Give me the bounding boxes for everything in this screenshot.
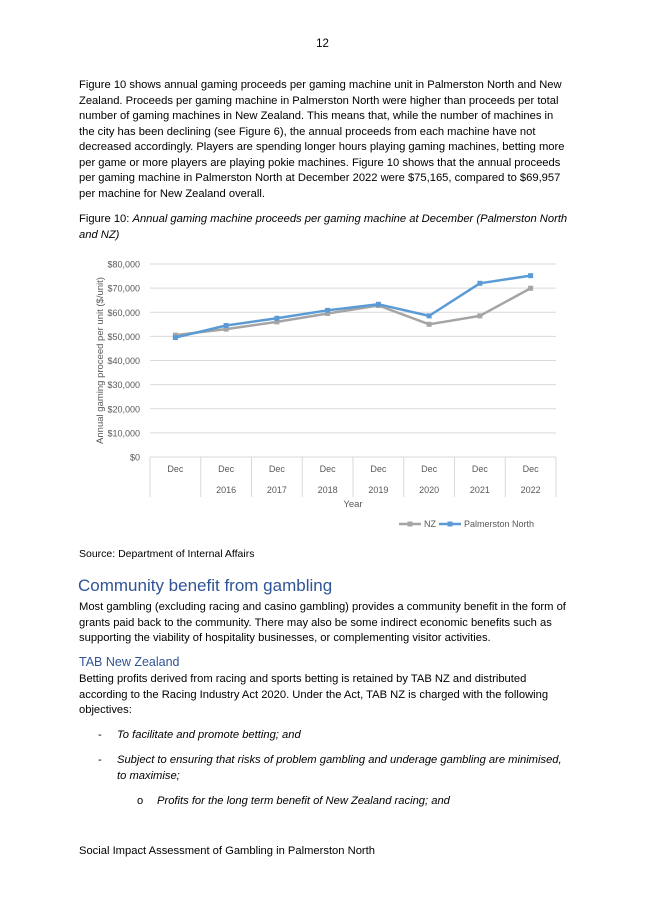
y-tick-label: $10,000 — [107, 428, 140, 439]
legend-marker — [408, 522, 413, 527]
bullet-circle-3: o — [137, 795, 144, 807]
x-tick-label: Dec — [471, 464, 488, 474]
x-tick-label-year: 2022 — [520, 485, 541, 495]
data-point — [477, 281, 482, 286]
x-tick-label: Dec — [218, 464, 235, 474]
y-tick-label: $30,000 — [107, 380, 140, 391]
data-point — [224, 323, 229, 328]
heading-tab-new-zealand: TAB New Zealand — [79, 655, 180, 669]
bullet-dash-1: - — [98, 729, 102, 741]
x-tick-label: Dec — [167, 464, 184, 474]
figure-caption-prefix: Figure 10: — [79, 213, 133, 225]
x-tick-label: Dec — [421, 464, 438, 474]
page-number: 12 — [316, 38, 329, 50]
bullet-item-3: Profits for the long term benefit of New Zealand racing; and — [157, 795, 450, 807]
data-point — [477, 313, 482, 318]
y-tick-label: $40,000 — [107, 356, 140, 366]
figure-caption-title: Annual gaming machine proceeds per gaming machine at December (Palmerston North and NZ) — [79, 213, 568, 241]
x-tick-label-year: 2017 — [266, 485, 287, 495]
x-tick-label: Dec — [319, 464, 336, 474]
series-line-nz — [175, 288, 530, 335]
figure-10-chart — [79, 250, 569, 540]
bullet-dash-2: - — [98, 754, 102, 766]
x-tick-label-year: 2021 — [469, 485, 490, 495]
bullet-item-2: Subject to ensuring that risks of problem gambling and underage gambling are minimised, to maximise; — [117, 754, 562, 782]
data-point — [274, 316, 279, 321]
x-tick-label-year: 2020 — [419, 485, 440, 495]
tab-paragraph: Betting profits derived from racing and sports betting is retained by TAB NZ and distributed according to the Racing Industry Act 2020. Under the Act, TAB NZ is charged with the following objectives: — [79, 673, 549, 716]
page-footer: Social Impact Assessment of Gambling in Palmerston North — [79, 845, 375, 857]
source-note: Source: Department of Internal Affairs — [79, 548, 255, 560]
y-tick-label: $80,000 — [107, 259, 140, 270]
line-chart — [79, 250, 569, 540]
y-tick-label: $70,000 — [107, 283, 140, 294]
x-tick-label-year: 2018 — [317, 485, 338, 495]
data-point — [173, 335, 178, 340]
x-tick-label: Dec — [268, 464, 285, 474]
legend-label: Palmerston North — [464, 519, 535, 529]
community-paragraph: Most gambling (excluding racing and casino gambling) provides a community benefit in the form of grants paid back to the community. There may also be some indirect economic benefits such as supporting the viability of hospitality businesses, or complementing visitor activities. — [79, 601, 566, 644]
heading-community-benefit: Community benefit from gambling — [78, 576, 333, 595]
data-point — [427, 322, 432, 327]
x-tick-label: Dec — [370, 464, 387, 474]
figure-caption — [79, 212, 569, 243]
y-tick-label: $20,000 — [107, 404, 140, 415]
data-point — [376, 302, 381, 307]
y-tick-label: $50,000 — [107, 331, 140, 342]
x-tick-label-year: 2019 — [368, 485, 389, 495]
y-tick-label: $60,000 — [107, 307, 140, 318]
y-axis-title: Annual gaming proceed per unit ($/unit) — [95, 277, 106, 444]
intro-paragraph: Figure 10 shows annual gaming proceeds per gaming machine unit in Palmerston North and New Zealand. Proceeds per gaming machine in Palmerston North were higher than proceeds per total number of gaming machines in New Zealand. This means that, while the number of machines in the city has been declining (see Figure 6), the annual proceeds from each machine have not decreased accordingly. Players are spending longer hours playing gaming machines, betting more per game or more players are playing pokie machines. Figure 10 shows that the annual proceeds per gaming machine in Palmerston North at December 2022 were $75,165, compared to $69,957 per machine for New Zealand overall. — [79, 79, 565, 200]
data-point — [528, 286, 533, 291]
x-tick-label-year: 2016 — [216, 485, 237, 495]
data-point — [528, 273, 533, 278]
bullet-item-1: To facilitate and promote betting; and — [117, 729, 301, 741]
data-point — [325, 308, 330, 313]
data-point — [427, 313, 432, 318]
legend-label: NZ — [424, 519, 436, 529]
y-tick-label: $0 — [129, 452, 140, 463]
x-axis-title: Year — [343, 499, 363, 510]
x-tick-label: Dec — [522, 464, 539, 474]
legend-marker — [448, 522, 453, 527]
